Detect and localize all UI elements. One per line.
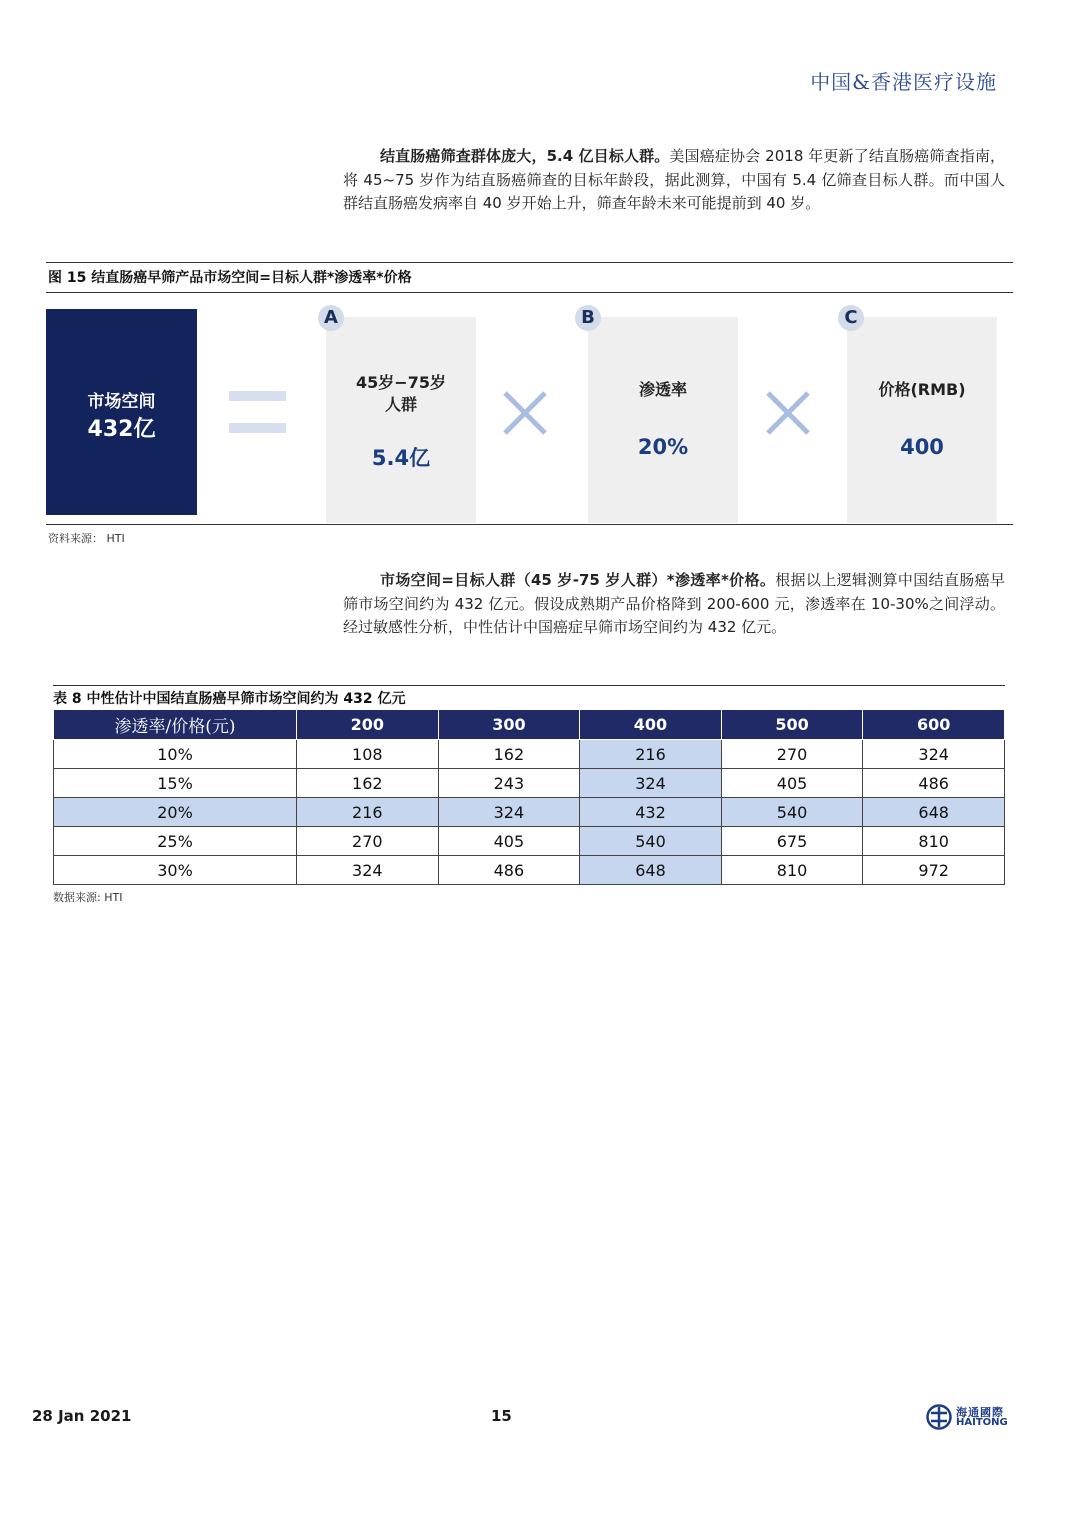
table-cell: 405: [438, 827, 580, 856]
table-row: [54, 740, 1005, 769]
table-cell: 162: [297, 769, 439, 798]
table-cell: 810: [863, 827, 1005, 856]
badge-a: A: [318, 305, 344, 331]
table-cell: 540: [580, 827, 722, 856]
table-cell: 216: [297, 798, 439, 827]
table-cell: 432: [580, 798, 722, 827]
table-cell: 270: [297, 827, 439, 856]
figure-top-rule: [46, 262, 1013, 263]
table-cell: 10%: [54, 740, 297, 769]
table-cell: 108: [297, 740, 439, 769]
panel-title-line1: 45岁−75岁: [356, 373, 446, 392]
table-cell: 405: [721, 769, 863, 798]
table-cell: 810: [721, 856, 863, 885]
table-cell: 648: [863, 798, 1005, 827]
intro-bold-lead: 结直肠癌筛查群体庞大，5.4 亿目标人群。: [380, 147, 670, 165]
panel-value: 5.4亿: [371, 446, 431, 470]
table-cell: 20%: [54, 798, 297, 827]
figure-caption: 图 15 结直肠癌早筛产品市场空间=目标人群*渗透率*价格: [48, 270, 412, 286]
figure-caption-rule: [46, 292, 1013, 293]
equals-sign-top: [229, 391, 286, 401]
table-cell: 972: [863, 856, 1005, 885]
multiply-icon: [764, 389, 812, 437]
table-cell: 648: [580, 856, 722, 885]
panel-title-line1: 渗透率: [638, 380, 687, 399]
intro-paragraph: [343, 145, 1005, 216]
table-row: [54, 827, 1005, 856]
table-header-cell: 300: [438, 710, 580, 740]
table-row-highlighted: [54, 798, 1005, 827]
table-cell: 324: [297, 856, 439, 885]
table-header-row: [54, 710, 1005, 740]
logo-chinese-text: 海通國際: [956, 1406, 1004, 1419]
table-cell: 324: [438, 798, 580, 827]
logo-english-text: HAITONG: [956, 1417, 1008, 1428]
badge-c: C: [838, 305, 864, 331]
table-header-cell: 200: [297, 710, 439, 740]
body-text: 根据以上逻辑测算中国结直肠癌早筛市场空间约为 432 亿元。假设成熟期产品价格降到 200-600 元，渗透率在 10-30%之间浮动。经过敏感性分析，中性估计中国癌症早筛市场空间约为 432 亿元。: [343, 571, 1005, 636]
table-cell: 486: [438, 856, 580, 885]
table-header-cell: 500: [721, 710, 863, 740]
table-cell: 243: [438, 769, 580, 798]
table-header-cell: 400: [580, 710, 722, 740]
factor-panel-penetration: [588, 317, 738, 523]
table-cell: 30%: [54, 856, 297, 885]
haitong-logo-icon: [926, 1404, 952, 1430]
table-header-cell: 渗透率/价格(元): [54, 710, 297, 740]
haitong-logo: [926, 1404, 1010, 1432]
table-row: [54, 856, 1005, 885]
table-cell: 270: [721, 740, 863, 769]
table-cell: 324: [863, 740, 1005, 769]
panel-value: 20%: [637, 435, 689, 459]
body-bold-lead: 市场空间=目标人群（45 岁-75 岁人群）*渗透率*价格。: [380, 571, 776, 589]
table-cell: 15%: [54, 769, 297, 798]
table-row: [54, 769, 1005, 798]
table-cell: 324: [580, 769, 722, 798]
figure-bottom-rule: [46, 524, 1013, 525]
panel-value: 400: [900, 435, 944, 459]
panel-title-line2: 人群: [384, 395, 417, 414]
panel-title-line1: 价格(RMB): [878, 380, 966, 399]
table-cell: 162: [438, 740, 580, 769]
body-paragraph: [343, 569, 1005, 640]
table-source: 数据来源: HTI: [53, 891, 123, 904]
page-number: 15: [491, 1407, 512, 1425]
market-size-value: 432亿: [87, 417, 156, 442]
report-header-title: 中国&香港医疗设施: [810, 70, 997, 94]
table-cell: 540: [721, 798, 863, 827]
factor-panel-population: [326, 317, 476, 523]
table-cell: 216: [580, 740, 722, 769]
table-cell: 675: [721, 827, 863, 856]
multiply-icon: [501, 389, 549, 437]
sensitivity-table: [53, 709, 1005, 885]
equals-sign-bottom: [229, 423, 286, 433]
intro-text: 美国癌症协会 2018 年更新了结直肠癌筛查指南，将 45~75 岁作为结直肠癌筛查的目标年龄段，据此测算，中国有 5.4 亿筛查目标人群。而中国人群结直肠癌发病率自 40 岁开始上升，筛查年龄未来可能提前到 40 岁。: [343, 147, 1006, 212]
market-size-box: [46, 309, 197, 515]
table-top-rule: [53, 685, 1005, 686]
table-header-cell: 600: [863, 710, 1005, 740]
table-cell: 25%: [54, 827, 297, 856]
market-size-label: 市场空间: [87, 392, 156, 412]
figure-source: 资料来源： HTI: [48, 532, 125, 545]
badge-b: B: [575, 305, 601, 331]
table-caption: 表 8 中性估计中国结直肠癌早筛市场空间约为 432 亿元: [53, 691, 406, 707]
factor-panel-price: [847, 317, 997, 523]
footer-date: 28 Jan 2021: [32, 1407, 132, 1425]
table-cell: 486: [863, 769, 1005, 798]
